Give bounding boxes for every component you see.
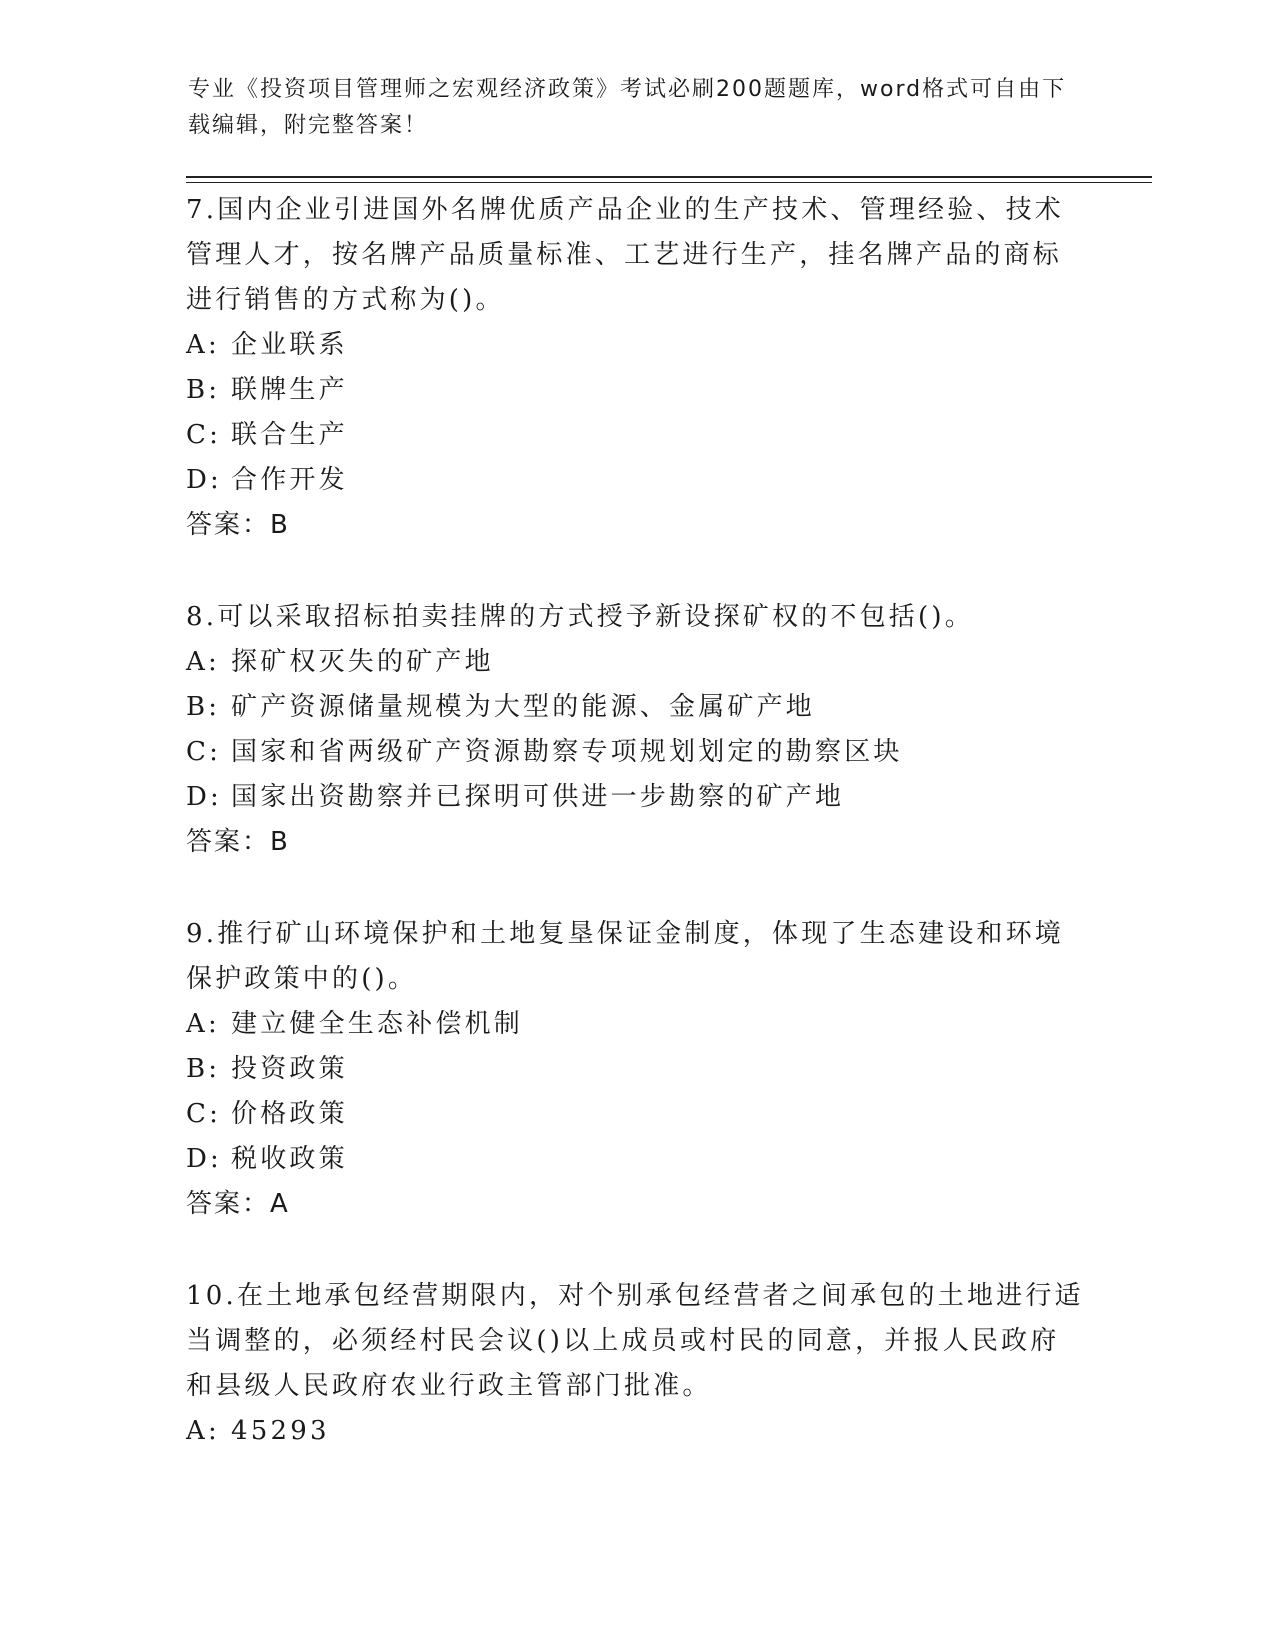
question-block xyxy=(186,188,1086,548)
option-text: 合作开发 xyxy=(231,465,348,495)
answer-label: 答案：A xyxy=(186,1189,290,1219)
document-header: 专业《投资项目管理师之宏观经济政策》考试必刷200题题库，word格式可自由下载编辑，附完整答案！ xyxy=(188,77,1067,138)
option-letter: A: xyxy=(186,1009,220,1039)
spacer xyxy=(186,1227,1086,1274)
option-text: 国家出资勘察并已探明可供进一步勘察的矿产地 xyxy=(231,782,845,812)
option-letter: B: xyxy=(186,375,221,405)
option-letter: A: xyxy=(186,1416,220,1446)
spacer xyxy=(186,548,1086,595)
option-letter: D: xyxy=(186,782,223,812)
option-b xyxy=(186,1047,1086,1092)
option-text: 税收政策 xyxy=(231,1144,348,1174)
option-letter: D: xyxy=(186,465,223,495)
question-block xyxy=(186,595,1086,865)
answer-label: 答案：B xyxy=(186,827,290,857)
option-b xyxy=(186,685,1086,730)
option-text: 45293 xyxy=(231,1416,330,1446)
header-divider xyxy=(186,176,1152,178)
option-b xyxy=(186,368,1086,413)
option-text: 联牌生产 xyxy=(231,375,348,405)
header-divider-thin xyxy=(186,182,1152,183)
option-d xyxy=(186,775,1086,820)
option-c xyxy=(186,413,1086,458)
option-text: 企业联系 xyxy=(231,330,348,360)
option-text: 投资政策 xyxy=(231,1054,348,1084)
spacer xyxy=(186,865,1086,912)
option-text: 国家和省两级矿产资源勘察专项规划划定的勘察区块 xyxy=(231,737,903,767)
option-letter: C: xyxy=(186,737,222,767)
question-block xyxy=(186,912,1086,1227)
option-letter: C: xyxy=(186,1099,222,1129)
option-text: 联合生产 xyxy=(231,420,348,450)
option-c xyxy=(186,730,1086,775)
option-d xyxy=(186,1137,1086,1182)
option-letter: C: xyxy=(186,420,222,450)
option-d xyxy=(186,458,1086,503)
option-a xyxy=(186,1002,1086,1047)
question-text: 10.在土地承包经营期限内，对个别承包经营者之间承包的土地进行适当调整的，必须经村民会议()以上成员或村民的同意，并报人民政府和县级人民政府农业行政主管部门批准。 xyxy=(186,1281,1084,1401)
option-letter: B: xyxy=(186,692,221,722)
question-list xyxy=(186,188,1086,1454)
option-letter: D: xyxy=(186,1144,223,1174)
option-text: 矿产资源储量规模为大型的能源、金属矿产地 xyxy=(231,692,816,722)
option-a xyxy=(186,640,1086,685)
option-letter: B: xyxy=(186,1054,221,1084)
option-letter: A: xyxy=(186,330,220,360)
question-text: 8.可以采取招标拍卖挂牌的方式授予新设探矿权的不包括()。 xyxy=(186,602,974,632)
option-letter: A: xyxy=(186,647,220,677)
answer-label: 答案：B xyxy=(186,510,290,540)
option-text: 建立健全生态补偿机制 xyxy=(231,1009,524,1039)
option-a xyxy=(186,1409,1086,1454)
option-c xyxy=(186,1092,1086,1137)
question-block xyxy=(186,1274,1086,1454)
option-text: 价格政策 xyxy=(231,1099,348,1129)
question-text: 9.推行矿山环境保护和土地复垦保证金制度，体现了生态建设和环境保护政策中的()。 xyxy=(186,919,1065,994)
question-text: 7.国内企业引进国外名牌优质产品企业的生产技术、管理经验、技术管理人才，按名牌产品质量标准、工艺进行生产，挂名牌产品的商标进行销售的方式称为()。 xyxy=(186,195,1065,315)
option-a xyxy=(186,323,1086,368)
option-text: 探矿权灭失的矿产地 xyxy=(231,647,494,677)
